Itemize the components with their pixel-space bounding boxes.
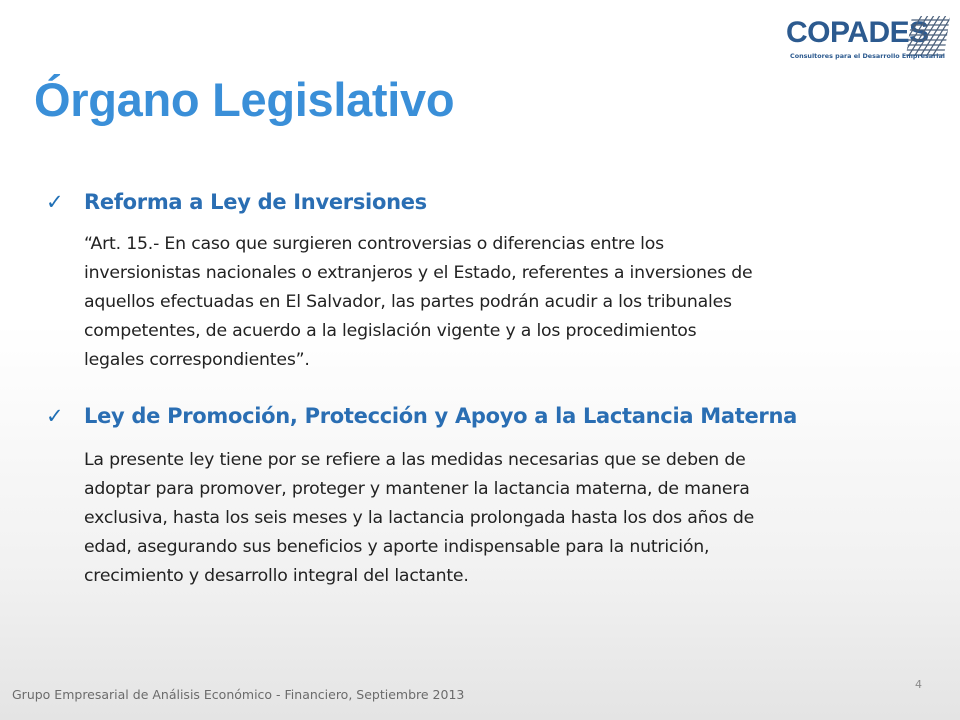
text-line: legales correspondientes”. [84, 350, 310, 370]
checkmark-icon: ✓ [46, 190, 64, 214]
text-line: La presente ley tiene por se refiere a las medidas necesarias que se deben de [84, 450, 746, 470]
text-line: adoptar para promover, proteger y mantener la lactancia materna, de manera [84, 479, 750, 499]
bullet-heading: Ley de Promoción, Protección y Apoyo a la Lactancia Materna [84, 404, 797, 428]
text-line: exclusiva, hasta los seis meses y la lactancia prolongada hasta los dos años de [84, 508, 755, 528]
page-number: 4 [915, 678, 922, 691]
text-line: aquellos efectuadas en El Salvador, las partes podrán acudir a los tribunales [84, 292, 732, 312]
bullet-body-text [84, 446, 944, 591]
copades-logo [786, 12, 952, 70]
logo-wordmark: COPADES [786, 16, 929, 49]
checkmark-icon: ✓ [46, 404, 64, 428]
text-line: edad, asegurando sus beneficios y aporte indispensable para la nutrición, [84, 537, 710, 557]
text-line: “Art. 15.- En caso que surgieren controversias o diferencias entre los [84, 234, 664, 254]
text-line: inversionistas nacionales o extranjeros y el Estado, referentes a inversiones de [84, 263, 753, 283]
footer-text: Grupo Empresarial de Análisis Económico - Financiero, Septiembre 2013 [12, 687, 465, 702]
logo-tagline: Consultores para el Desarrollo Empresarial [790, 52, 945, 60]
bullet-body-text [84, 230, 944, 375]
slide-title: Órgano Legislativo [34, 73, 455, 126]
text-line: crecimiento y desarrollo integral del lactante. [84, 566, 469, 586]
text-line: competentes, de acuerdo a la legislación vigente y a los procedimientos [84, 321, 697, 341]
bullet-heading: Reforma a Ley de Inversiones [84, 190, 427, 214]
